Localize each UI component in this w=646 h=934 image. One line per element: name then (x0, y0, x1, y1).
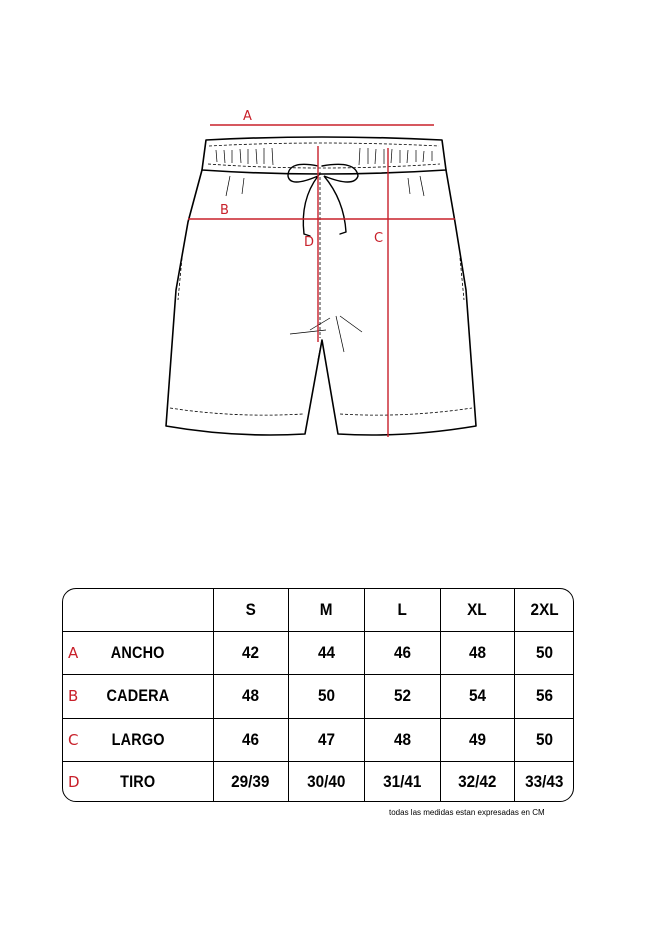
table-cell: 50 (288, 674, 364, 718)
measure-label-b: B (220, 203, 229, 218)
size-header: L (364, 589, 440, 631)
table-cell: 48 (440, 631, 514, 674)
row-letter: B (68, 687, 79, 705)
measure-label-a: A (243, 109, 252, 124)
table-cell: 31/41 (364, 761, 440, 802)
waistband-outline (202, 137, 446, 174)
table-cell: 54 (440, 674, 514, 718)
table-row (63, 674, 574, 718)
table-cell: 48 (213, 674, 288, 718)
table-cell: 47 (288, 718, 364, 761)
table-cell: 30/40 (288, 761, 364, 802)
table-cell: 50 (514, 631, 574, 674)
shorts-outline (166, 170, 476, 435)
row-name: LARGO (111, 729, 165, 749)
row-label (63, 718, 213, 761)
table-cell: 56 (514, 674, 574, 718)
table-cell: 29/39 (213, 761, 288, 802)
table-cell: 42 (213, 631, 288, 674)
size-table (62, 588, 574, 802)
row-label (63, 631, 213, 674)
row-label (63, 761, 213, 802)
size-header: M (288, 589, 364, 631)
table-cell: 52 (364, 674, 440, 718)
table-row (63, 761, 574, 802)
row-name: ANCHO (110, 642, 165, 662)
header-empty-cell (63, 589, 213, 631)
row-letter: A (68, 643, 79, 662)
row-label (63, 674, 213, 718)
size-header: S (213, 589, 288, 631)
size-header: XL (440, 589, 514, 631)
row-name: CADERA (106, 686, 170, 705)
table-row (63, 631, 574, 674)
table-cell: 33/43 (514, 761, 574, 802)
row-letter: C (68, 730, 79, 749)
row-letter: D (68, 773, 80, 792)
table-row (63, 718, 574, 761)
table-header-row (63, 589, 574, 631)
table-cell: 44 (288, 631, 364, 674)
table-cell: 48 (364, 718, 440, 761)
row-name: TIRO (120, 772, 156, 792)
table-cell: 46 (364, 631, 440, 674)
table-cell: 32/42 (440, 761, 514, 802)
measure-label-d: D (304, 235, 315, 250)
table-cell: 46 (213, 718, 288, 761)
table-cell: 49 (440, 718, 514, 761)
measure-label-c: C (374, 231, 384, 246)
drawstring (288, 164, 358, 236)
table-cell: 50 (514, 718, 574, 761)
size-header: 2XL (514, 589, 574, 631)
measurement-note: todas las medidas estan expresadas en CM (389, 808, 545, 817)
